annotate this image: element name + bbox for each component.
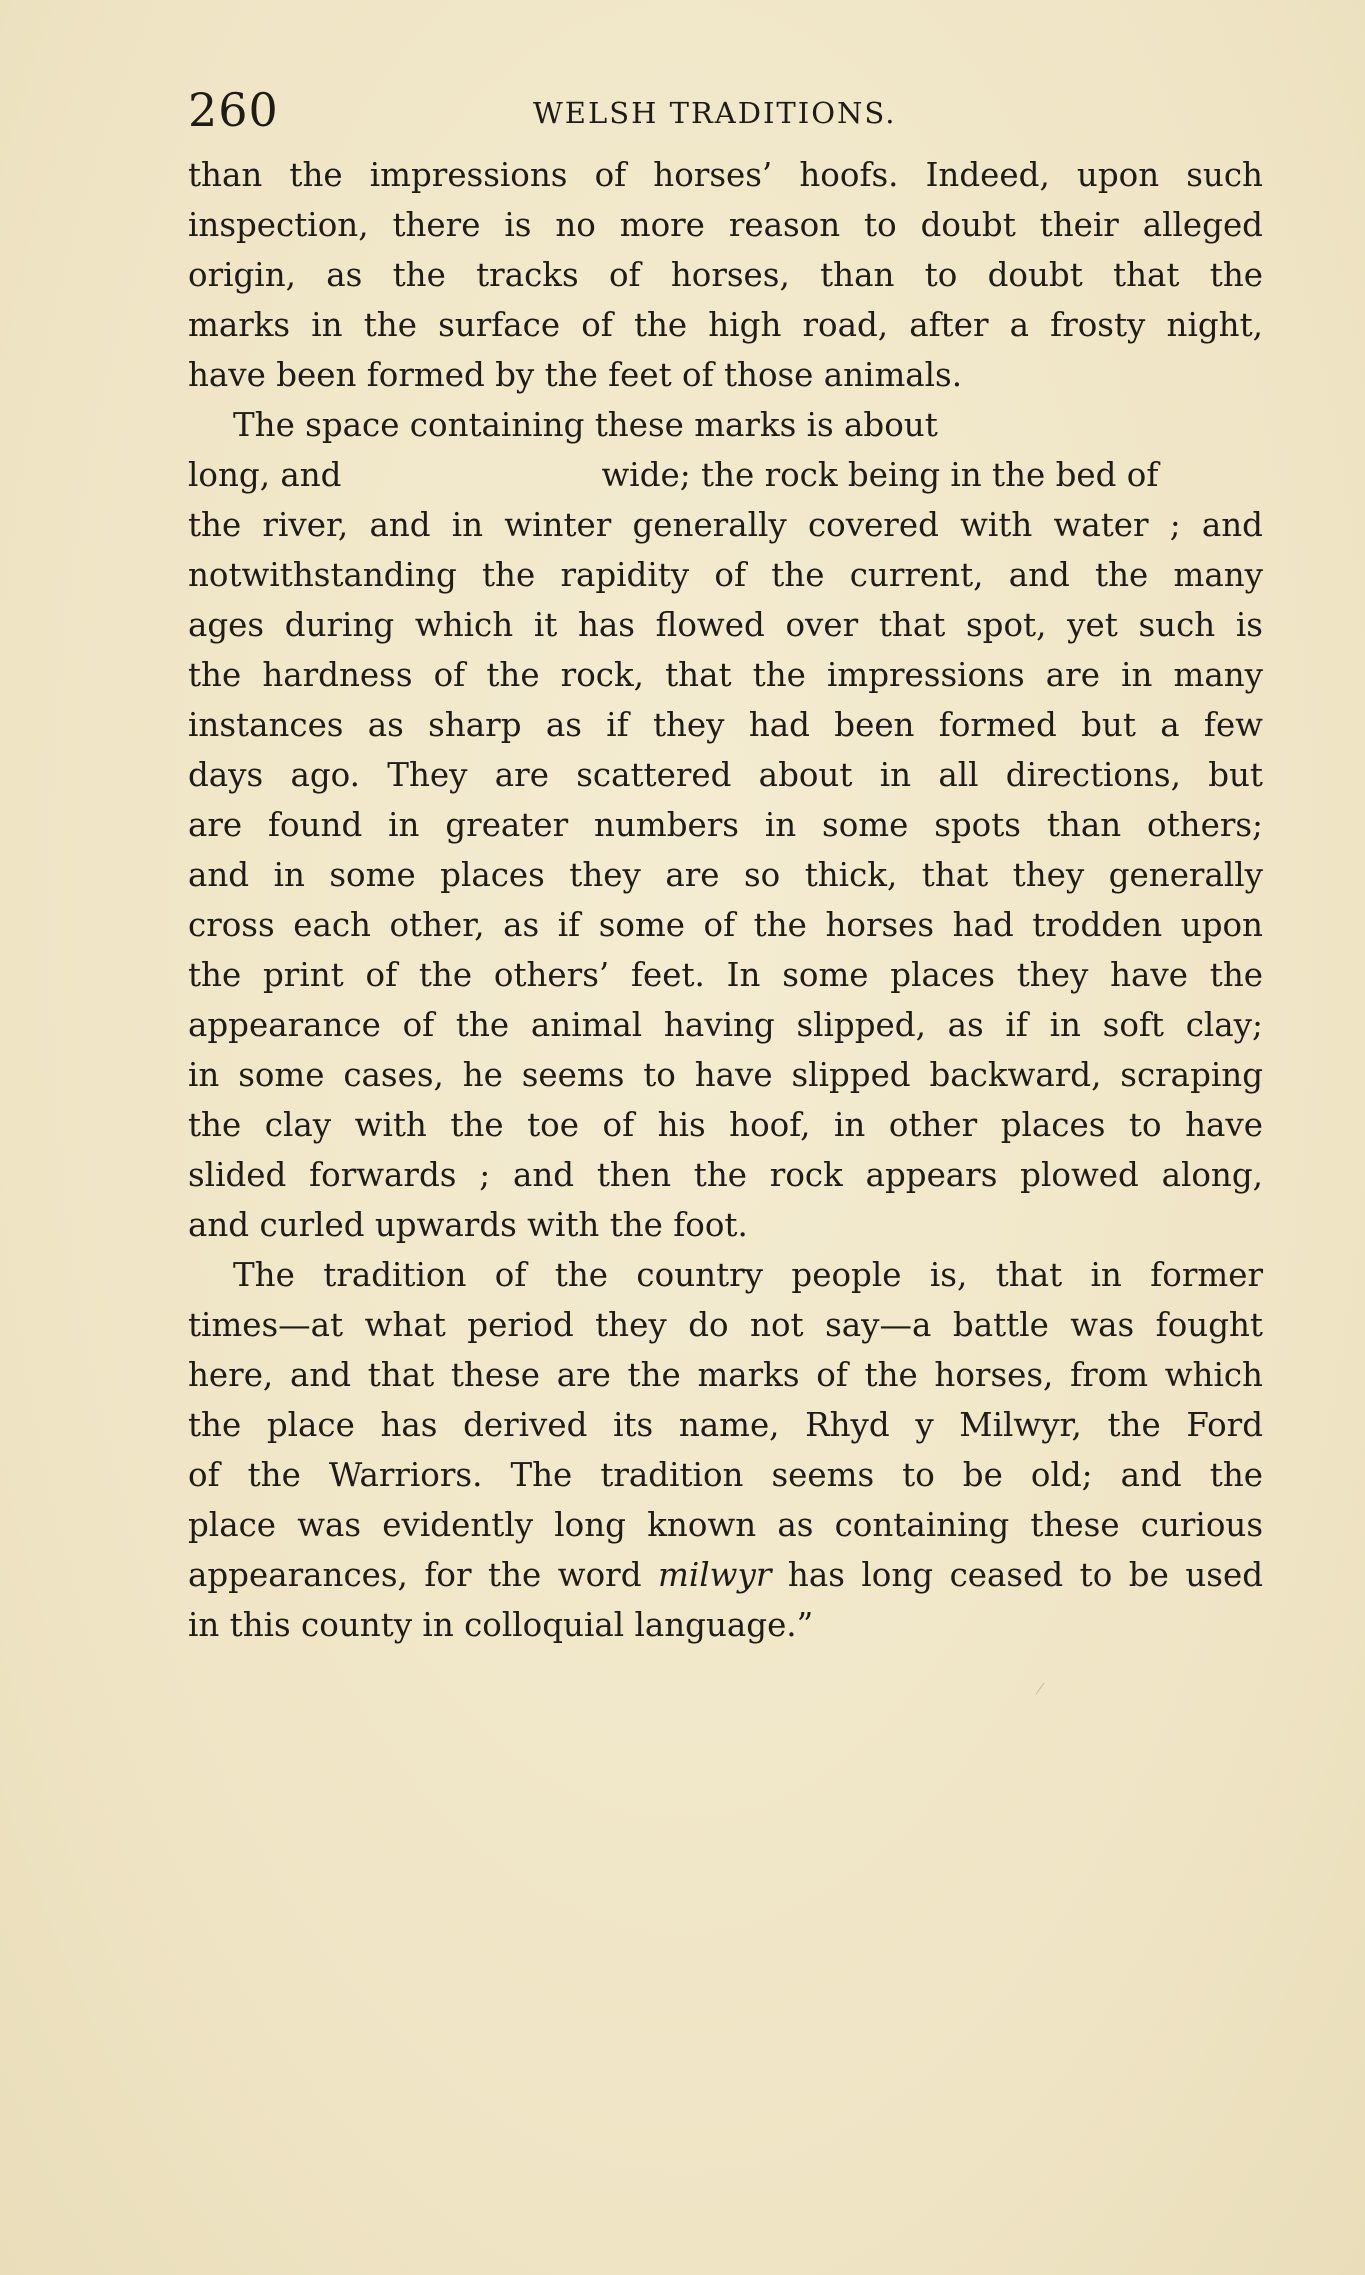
text-segment: appearances, for the word <box>188 1556 659 1594</box>
text-segment: wide; the rock being in the bed of <box>601 456 1159 494</box>
text-line: marks in the surface of the high road, after a frosty night, <box>188 306 1263 344</box>
text-line: are found in greater numbers in some spots than others; <box>188 806 1263 844</box>
text-line-with-italic <box>188 1550 1263 1600</box>
text-line: slided forwards ; and then the rock appears plowed along, <box>188 1156 1263 1194</box>
running-head: WELSH TRADITIONS. <box>533 96 897 130</box>
text-line: of the Warriors. The tradition seems to be old; and the <box>188 1456 1263 1494</box>
text-line: in this county in colloquial language.” <box>188 1606 814 1644</box>
text-line: and curled upwards with the foot. <box>188 1206 748 1244</box>
text-line: days ago. They are scattered about in all directions, but <box>188 756 1263 794</box>
text-line: than the impressions of horses’ hoofs. Indeed, upon such <box>188 156 1263 194</box>
text-line: times—at what period they do not say—a battle was fought <box>188 1306 1263 1344</box>
text-line: the river, and in winter generally covered with water ; and <box>188 506 1263 544</box>
text-line: origin, as the tracks of horses, than to doubt that the <box>188 256 1263 294</box>
text-line: here, and that these are the marks of the horses, from which <box>188 1356 1263 1394</box>
paragraph-start-line: The space containing these marks is about <box>233 406 938 444</box>
text-line: cross each other, as if some of the horses had trodden upon <box>188 906 1263 944</box>
text-segment: has long ceased to be used <box>771 1556 1263 1594</box>
page-number: 260 <box>188 83 279 137</box>
text-line: appearance of the animal having slipped, as if in soft clay; <box>188 1006 1263 1044</box>
text-line: notwithstanding the rapidity of the current, and the many <box>188 556 1263 594</box>
text-segment: long, and <box>188 456 342 494</box>
italic-word: milwyr <box>658 1556 772 1594</box>
paper-speck <box>1036 1682 1045 1694</box>
text-line: have been formed by the feet of those animals. <box>188 356 963 394</box>
page-header <box>188 80 1263 140</box>
text-line: in some cases, he seems to have slipped backward, scraping <box>188 1056 1263 1094</box>
text-line: ages during which it has flowed over that spot, yet such is <box>188 606 1263 644</box>
text-line: and in some places they are so thick, that they generally <box>188 856 1263 894</box>
text-line: the hardness of the rock, that the impressions are in many <box>188 656 1263 694</box>
text-line: instances as sharp as if they had been formed but a few <box>188 706 1263 744</box>
text-line-with-blank <box>188 450 1263 500</box>
text-line: inspection, there is no more reason to doubt their alleged <box>188 206 1263 244</box>
text-line: place was evidently long known as containing these curious <box>188 1506 1263 1544</box>
body-text <box>188 150 1263 1650</box>
text-line: the print of the others’ feet. In some places they have the <box>188 956 1263 994</box>
text-line: the clay with the toe of his hoof, in other places to have <box>188 1106 1263 1144</box>
text-line: the place has derived its name, Rhyd y Milwyr, the Ford <box>188 1406 1263 1444</box>
paragraph-start-line: The tradition of the country people is, that in former <box>233 1256 1263 1294</box>
